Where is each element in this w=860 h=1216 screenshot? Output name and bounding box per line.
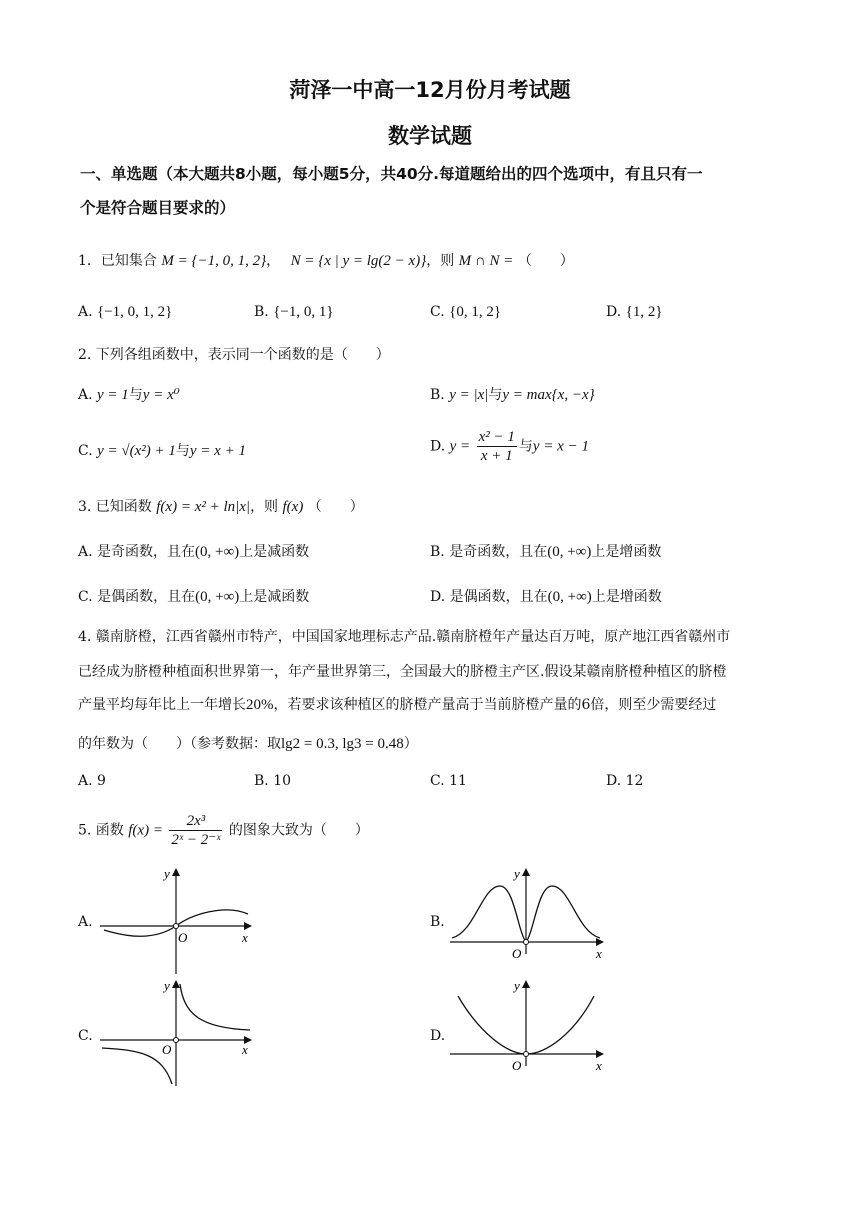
q4-option-b[interactable] bbox=[254, 773, 291, 789]
q1-option-b[interactable] bbox=[254, 304, 334, 321]
q4-option-d-text: 12 bbox=[625, 773, 644, 789]
q1-pre: 已知集合 bbox=[100, 253, 157, 269]
q1-option-c-label: C. bbox=[430, 304, 445, 320]
y-arrow-c bbox=[172, 980, 180, 988]
origin-label-a: O bbox=[178, 930, 188, 945]
q3-fx: f(x) bbox=[282, 499, 304, 515]
q1-option-a[interactable] bbox=[78, 304, 172, 321]
x-arrow-b bbox=[596, 938, 604, 946]
q3-option-b-interval: (0, +∞) bbox=[547, 544, 592, 560]
q3-option-b[interactable] bbox=[430, 541, 661, 561]
q5-pre: 5. 函数 bbox=[78, 822, 124, 839]
q5-numerator: 2x³ bbox=[169, 812, 222, 831]
q1-option-b-text: {−1, 0, 1} bbox=[273, 304, 334, 320]
x-label-b: x bbox=[596, 946, 602, 961]
q2-option-b-f2: y = max{x, −x} bbox=[502, 387, 595, 403]
q2-option-c-label: C. bbox=[78, 443, 93, 459]
y-arrow-b bbox=[522, 868, 530, 876]
q4-option-c[interactable] bbox=[430, 773, 467, 789]
q3-option-c-interval: (0, +∞) bbox=[195, 589, 240, 605]
q1-sep: ， bbox=[266, 253, 281, 269]
q2-option-d-f2: y = x − 1 bbox=[532, 438, 589, 455]
q3-option-a[interactable] bbox=[78, 541, 309, 561]
q1-post: ，则 bbox=[426, 253, 455, 269]
q3-option-d-post: 上是增函数 bbox=[591, 589, 662, 605]
q5-option-b[interactable]: B. bbox=[430, 914, 445, 930]
q2-option-a-f1: y = 1 bbox=[97, 387, 129, 403]
section-heading-line2: 个是符合题目要求的） bbox=[80, 199, 236, 217]
q3-option-c-pre: 是偶函数，且在 bbox=[97, 589, 196, 605]
q1-option-a-text: {−1, 0, 1, 2} bbox=[97, 304, 173, 320]
question-1-stem bbox=[78, 250, 574, 270]
q2-option-c-conj: 与 bbox=[175, 443, 190, 459]
q1-option-c-text: {0, 1, 2} bbox=[449, 304, 502, 320]
q5-graph-d[interactable] bbox=[450, 974, 610, 1074]
section-heading-line1: 一、单选题（本大题共8小题，每小题5分，共40分.每道题给出的四个选项中，有且只有一 bbox=[80, 165, 703, 183]
q2-option-d-fraction bbox=[477, 428, 517, 465]
q1-option-c[interactable] bbox=[430, 304, 501, 321]
q3-option-c-label: C. bbox=[78, 589, 93, 605]
y-label-a: y bbox=[164, 866, 170, 881]
q3-post: ，则 bbox=[250, 499, 279, 515]
origin-marker-c bbox=[174, 1038, 179, 1043]
q4-option-b-label: B. bbox=[254, 773, 269, 789]
q4-line4-pre: 的年数为（ ）（参考数据：取 bbox=[78, 736, 281, 752]
q2-option-c-f1: y = √(x²) + 1 bbox=[97, 443, 176, 459]
x-arrow-a bbox=[244, 922, 252, 930]
exam-title: 菏泽一中高一12月份月考试题 bbox=[289, 78, 571, 102]
origin-marker-d bbox=[524, 1052, 529, 1057]
q4-line3-post: ，若要求该种植区的脐橙产量高于当前脐橙产量的6倍，则至少需要经过 bbox=[273, 697, 717, 713]
origin-label-d: O bbox=[512, 1058, 522, 1073]
q5-denominator: 2ˣ − 2⁻ˣ bbox=[171, 832, 221, 848]
q2-option-d-conj: 与 bbox=[518, 438, 533, 455]
q3-option-d-interval: (0, +∞) bbox=[547, 589, 592, 605]
q1-option-d-label: D. bbox=[606, 304, 622, 320]
q5-post: 的图象大致为（ ） bbox=[228, 822, 369, 839]
q4-option-a[interactable] bbox=[78, 773, 106, 789]
q2-option-d[interactable] bbox=[430, 428, 589, 465]
x-label-a: x bbox=[242, 930, 248, 945]
q2-option-c-f2: y = x + 1 bbox=[189, 443, 246, 459]
q5-option-c[interactable]: C. bbox=[78, 1028, 93, 1044]
q4-line4 bbox=[78, 733, 418, 753]
q4-line2: 已经成为脐橙种植面积世界第一，年产量世界第三，全国最大的脐橙主产区.假设某赣南脐橙种植区的脐橙 bbox=[78, 664, 727, 680]
q1-number: 1． bbox=[78, 253, 101, 269]
q3-option-d-label: D. bbox=[430, 589, 446, 605]
q2-option-d-f1-pre: y = bbox=[449, 438, 471, 455]
q3-option-a-interval: (0, +∞) bbox=[195, 544, 240, 560]
origin-marker-a bbox=[174, 924, 179, 929]
x-label-d: x bbox=[596, 1058, 602, 1073]
q2-option-b-f1: y = |x| bbox=[449, 387, 489, 403]
q4-option-d[interactable] bbox=[606, 773, 643, 789]
q1-option-d[interactable] bbox=[606, 304, 663, 321]
origin-marker-b bbox=[524, 940, 529, 945]
q3-option-d-pre: 是偶函数，且在 bbox=[449, 589, 548, 605]
question-3-stem bbox=[78, 496, 364, 516]
y-arrow-a bbox=[172, 868, 180, 876]
q5-graph-c[interactable] bbox=[100, 974, 260, 1092]
q3-option-d[interactable] bbox=[430, 586, 662, 606]
y-label-d: y bbox=[514, 978, 520, 993]
q4-line3-pre: 产量平均每年比上一年增长 bbox=[78, 697, 246, 713]
q3-blank: （ ） bbox=[307, 499, 364, 515]
q1-expr: M ∩ N = bbox=[458, 253, 514, 269]
q5-graph-a[interactable] bbox=[100, 862, 260, 980]
q2-option-c[interactable] bbox=[78, 440, 246, 460]
x-label-c: x bbox=[242, 1042, 248, 1057]
y-label-b: y bbox=[514, 866, 520, 881]
q4-option-a-text: 9 bbox=[97, 773, 106, 789]
q5-option-a[interactable]: A. bbox=[78, 914, 93, 930]
q2-option-b-conj: 与 bbox=[488, 387, 503, 403]
question-2-stem: 2. 下列各组函数中，表示同一个函数的是（ ） bbox=[78, 347, 390, 363]
q3-function: f(x) = x² + ln|x| bbox=[156, 499, 251, 515]
q4-reference-data: lg2 = 0.3, lg3 = 0.48 bbox=[281, 736, 404, 752]
y-label-c: y bbox=[164, 978, 170, 993]
q3-option-a-label: A. bbox=[78, 544, 93, 560]
q5-option-d[interactable]: D. bbox=[430, 1028, 446, 1044]
q1-option-d-text: {1, 2} bbox=[625, 304, 663, 320]
q4-option-c-label: C. bbox=[430, 773, 445, 789]
curve-c-right bbox=[180, 984, 250, 1030]
q2-option-a-f2: y = x⁰ bbox=[142, 387, 180, 403]
q2-option-d-den: x + 1 bbox=[480, 448, 513, 464]
q2-option-b[interactable] bbox=[430, 384, 595, 404]
q3-option-a-pre: 是奇函数，且在 bbox=[97, 544, 196, 560]
q4-line3 bbox=[78, 694, 716, 714]
question-5-stem bbox=[78, 812, 369, 849]
q4-option-c-text: 11 bbox=[449, 773, 467, 789]
q3-option-b-pre: 是奇函数，且在 bbox=[449, 544, 548, 560]
q3-option-b-label: B. bbox=[430, 544, 445, 560]
q2-option-d-label: D. bbox=[430, 438, 446, 455]
q2-option-a[interactable] bbox=[78, 384, 180, 404]
q4-line4-post: ） bbox=[403, 736, 418, 752]
q3-option-b-post: 上是增函数 bbox=[591, 544, 662, 560]
q5-graph-b[interactable] bbox=[450, 862, 610, 962]
q1-option-b-label: B. bbox=[254, 304, 269, 320]
q4-option-b-text: 10 bbox=[273, 773, 292, 789]
q4-option-a-label: A. bbox=[78, 773, 93, 789]
q1-blank: （ ） bbox=[517, 253, 574, 269]
q4-line1: 4. 赣南脐橙，江西省赣州市特产，中国国家地理标志产品.赣南脐橙年产量达百万吨，原产地江西省赣州市 bbox=[78, 629, 731, 645]
q3-option-a-post: 上是减函数 bbox=[239, 544, 310, 560]
q1-set-m: M = {−1, 0, 1, 2} bbox=[161, 253, 267, 269]
q2-option-a-conj: 与 bbox=[128, 387, 143, 403]
q3-option-c[interactable] bbox=[78, 586, 309, 606]
q1-set-n: N = {x | y = lg(2 − x)} bbox=[290, 253, 427, 269]
q2-option-b-label: B. bbox=[430, 387, 445, 403]
x-arrow-d bbox=[596, 1050, 604, 1058]
q3-pre: 3. 已知函数 bbox=[78, 499, 152, 515]
q5-fx: f(x) = bbox=[128, 822, 163, 839]
y-arrow-d bbox=[522, 980, 530, 988]
q3-option-c-post: 上是减函数 bbox=[239, 589, 310, 605]
q4-percent: 20% bbox=[246, 697, 274, 713]
q4-option-d-label: D. bbox=[606, 773, 622, 789]
origin-label-b: O bbox=[512, 946, 522, 961]
q2-option-d-num: x² − 1 bbox=[478, 429, 515, 445]
q5-fraction bbox=[169, 812, 222, 849]
exam-subtitle: 数学试题 bbox=[388, 124, 472, 148]
q2-option-a-label: A. bbox=[78, 387, 93, 403]
q1-option-a-label: A. bbox=[78, 304, 93, 320]
origin-label-c: O bbox=[162, 1042, 172, 1057]
